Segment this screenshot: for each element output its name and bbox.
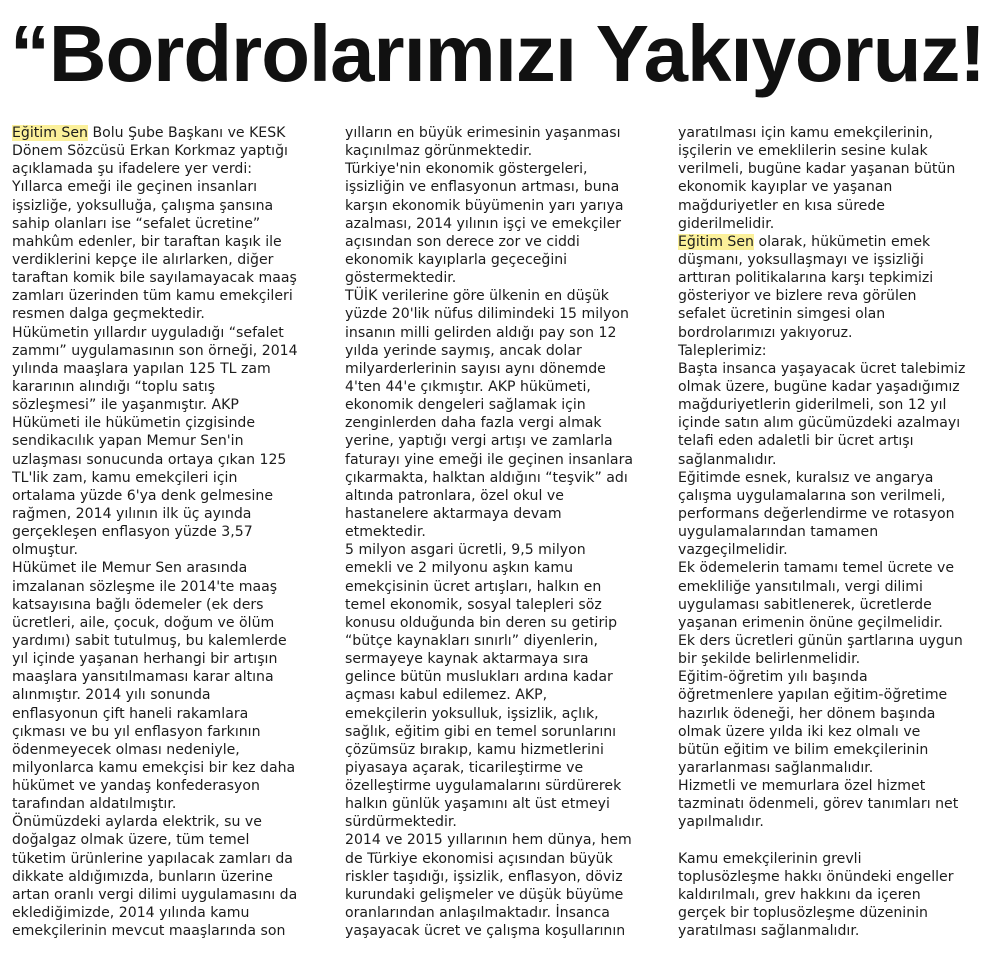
text-line bbox=[678, 741, 996, 759]
line-text: arttıran politikalarına karşı tepkimizi bbox=[678, 270, 934, 287]
line-text: hükümet ve yandaş konfederasyon bbox=[12, 778, 260, 795]
line-text: tarafından aldatılmıştır. bbox=[12, 796, 177, 813]
line-text: toplusözleşme hakkı önündeki engeller bbox=[678, 868, 954, 885]
text-line bbox=[345, 251, 665, 269]
line-text: karşın ekonomik büyümenin yarı yarıya bbox=[345, 197, 624, 214]
line-text: temel ekonomik, sosyal talepleri söz bbox=[345, 596, 602, 613]
text-line bbox=[678, 451, 996, 469]
line-text: Önümüzdeki aylarda elektrik, su ve bbox=[12, 814, 262, 831]
line-text: azalması, 2014 yılının işçi ve emekçiler bbox=[345, 215, 622, 232]
line-text: açıklamada şu ifadelere yer verdi: bbox=[12, 161, 253, 178]
text-line bbox=[345, 705, 665, 723]
text-line bbox=[12, 868, 330, 886]
text-line bbox=[12, 686, 330, 704]
text-line bbox=[345, 831, 665, 849]
text-line bbox=[678, 432, 996, 450]
line-text: yararlanması sağlanmalıdır. bbox=[678, 759, 874, 776]
text-line bbox=[345, 596, 665, 614]
line-text: insanın milli gelirden aldığı pay son 12 bbox=[345, 324, 617, 341]
text-line bbox=[345, 505, 665, 523]
text-line bbox=[345, 686, 665, 704]
text-line bbox=[345, 233, 665, 251]
line-text: taraftan komik bile sayılamayacak maaş bbox=[12, 270, 297, 287]
line-text: sermayeye kaynak aktarmaya sıra bbox=[345, 651, 589, 668]
line-text: ekonomik dengeleri sağlamak için bbox=[345, 397, 586, 414]
text-line bbox=[12, 632, 330, 650]
line-text: yaşayacak ücret ve çalışma koşullarının bbox=[345, 923, 626, 940]
line-text: rağmen, 2014 yılının ilk üç ayında bbox=[12, 505, 252, 522]
line-text: yardımı) sabit tutulmuş, bu kalemlerde bbox=[12, 632, 287, 649]
text-line bbox=[12, 505, 330, 523]
line-text: olarak, hükümetin emek bbox=[753, 233, 931, 250]
line-text: emekliliğe yansıtılmalı, vergi dilimi bbox=[678, 578, 923, 595]
text-line bbox=[12, 723, 330, 741]
text-line bbox=[345, 632, 665, 650]
line-text: faturayı yine emeği ile geçinen insanlara bbox=[345, 451, 633, 468]
line-text: verilmeli, bugüne kadar yaşanan bütün bbox=[678, 161, 956, 178]
text-line bbox=[345, 922, 665, 940]
text-line bbox=[345, 414, 665, 432]
line-text: imzalanan sözleşme ile 2014'te maaş bbox=[12, 578, 278, 595]
text-line bbox=[12, 287, 330, 305]
article-column-3 bbox=[678, 124, 996, 940]
text-line bbox=[678, 723, 996, 741]
text-line bbox=[12, 305, 330, 323]
line-text: çözümsüz bırakıp, kamu hizmetlerini bbox=[345, 741, 604, 758]
line-text: katsayısına bağlı ödemeler (ek ders bbox=[12, 596, 264, 613]
text-line bbox=[12, 904, 330, 922]
text-line bbox=[345, 487, 665, 505]
text-line bbox=[345, 868, 665, 886]
text-line bbox=[678, 523, 996, 541]
line-text: Hükümeti ile hükümetin çizgisinde bbox=[12, 415, 256, 432]
line-text: hastanelere aktarmaya devam bbox=[345, 505, 562, 522]
line-text: Hükümetin yıllardır uyguladığı “sefalet bbox=[12, 324, 284, 341]
line-text: altında patronlara, özel okul ve bbox=[345, 487, 564, 504]
text-line bbox=[345, 451, 665, 469]
line-text: telafi eden adaletli bir ücret artışı bbox=[678, 433, 914, 450]
line-text: işçilerin ve emeklilerin sesine kulak bbox=[678, 143, 928, 160]
text-line bbox=[12, 668, 330, 686]
line-text: Kamu emekçilerinin grevli bbox=[678, 850, 862, 867]
line-text: piyasaya açarak, ticarileştirme ve bbox=[345, 759, 584, 776]
line-text: ekonomik kayıplarla geçeceğini bbox=[345, 251, 568, 268]
line-text: olmuştur. bbox=[12, 542, 78, 559]
text-line bbox=[12, 142, 330, 160]
line-text: mağduriyetlerin giderilmeli, son 12 yıl bbox=[678, 397, 947, 414]
text-line bbox=[678, 686, 996, 704]
line-text: 2014 ve 2015 yıllarının hem dünya, hem bbox=[345, 832, 632, 849]
text-line bbox=[678, 378, 996, 396]
text-line bbox=[678, 578, 996, 596]
text-line bbox=[12, 541, 330, 559]
line-text: tazminatı ödenmeli, görev tanımları net bbox=[678, 796, 959, 813]
line-text: ödenmeyecek olması nedeniyle, bbox=[12, 741, 240, 758]
text-line bbox=[12, 414, 330, 432]
text-line bbox=[678, 922, 996, 940]
line-text: riskler taşıdığı, işsizlik, enflasyon, döviz bbox=[345, 868, 623, 885]
line-text: yaratılması sağlanmalıdır. bbox=[678, 923, 860, 940]
text-line bbox=[678, 831, 996, 849]
text-line bbox=[345, 360, 665, 378]
line-text: artan oranlı vergi dilimi uygulamasını da bbox=[12, 886, 298, 903]
text-line bbox=[345, 342, 665, 360]
text-line bbox=[678, 541, 996, 559]
text-line bbox=[345, 850, 665, 868]
text-line bbox=[12, 233, 330, 251]
line-text: zenginlerden daha fazla vergi almak bbox=[345, 415, 602, 432]
text-line bbox=[345, 795, 665, 813]
line-text: Bolu Şube Başkanı ve KESK bbox=[87, 125, 286, 141]
text-line bbox=[345, 886, 665, 904]
text-line bbox=[678, 233, 996, 251]
line-text: Eğitimde esnek, kuralsız ve angarya bbox=[678, 469, 934, 486]
line-text: gerçek bir toplusözleşme düzeninin bbox=[678, 905, 928, 922]
text-line bbox=[12, 469, 330, 487]
line-text: ekonomik kayıplar ve yaşanan bbox=[678, 179, 893, 196]
line-text: gerçekleşen enflasyon yüzde 3,57 bbox=[12, 524, 253, 541]
line-text: zamları üzerinden tüm kamu emekçileri bbox=[12, 288, 293, 305]
text-line bbox=[12, 215, 330, 233]
line-text: zammı” uygulamasının son örneği, 2014 bbox=[12, 342, 298, 359]
line-text: giderilmelidir. bbox=[678, 215, 775, 232]
line-text: Türkiye'nin ekonomik göstergeleri, bbox=[345, 161, 588, 178]
line-text: mağduriyetler en kısa sürede bbox=[678, 197, 885, 214]
line-text: mahkûm edenler, bir taraftan kaşık ile bbox=[12, 233, 282, 250]
line-text: etmektedir. bbox=[345, 524, 426, 541]
text-line bbox=[345, 287, 665, 305]
line-text: emekli ve 2 milyonu aşkın kamu bbox=[345, 560, 574, 577]
line-text: ortalama yüzde 6'ya denk gelmesine bbox=[12, 487, 274, 504]
line-text: oranlarından anlaşılmaktadır. İnsanca bbox=[345, 905, 610, 922]
text-line bbox=[678, 414, 996, 432]
text-line bbox=[678, 596, 996, 614]
line-text: Hizmetli ve memurlara özel hizmet bbox=[678, 778, 926, 795]
line-text: halkın günlük yaşamını alt üst etmeyi bbox=[345, 796, 610, 813]
text-line bbox=[345, 650, 665, 668]
text-line bbox=[678, 850, 996, 868]
line-text: sürdürmektedir. bbox=[345, 814, 457, 831]
line-text: uzlaşması sonucunda ortaya çıkan 125 bbox=[12, 451, 287, 468]
line-text: ücretleri, aile, çocuk, doğum ve ölüm bbox=[12, 614, 275, 631]
text-line bbox=[678, 251, 996, 269]
line-text: açması kabul edilemez. AKP, bbox=[345, 687, 548, 704]
text-line bbox=[12, 160, 330, 178]
line-text: konusu olduğunda bin deren su getirip bbox=[345, 614, 618, 631]
line-text: emekçilerin yoksulluk, işsizlik, açlık, bbox=[345, 705, 599, 722]
text-line bbox=[12, 396, 330, 414]
text-line bbox=[12, 324, 330, 342]
line-text: yaşanan erimenin önüne geçilmelidir. bbox=[678, 614, 943, 631]
line-text: hazırlık ödeneği, her dönem başında bbox=[678, 705, 936, 722]
text-line bbox=[678, 160, 996, 178]
line-text: 4'ten 44'e çıkmıştır. AKP hükümeti, bbox=[345, 378, 591, 395]
text-line bbox=[345, 197, 665, 215]
line-text: Hükümet ile Memur Sen arasında bbox=[12, 560, 248, 577]
text-line bbox=[12, 596, 330, 614]
line-text: de Türkiye ekonomisi açısından büyük bbox=[345, 850, 613, 867]
line-text: bordrolarımızı yakıyoruz. bbox=[678, 324, 853, 341]
line-text: özelleştirme uygulamalarını sürdürerek bbox=[345, 778, 622, 795]
line-text: enflasyonun çift haneli rakamlara bbox=[12, 705, 249, 722]
text-line bbox=[12, 831, 330, 849]
line-text: yılda yerinde saymış, ancak dolar bbox=[345, 342, 582, 359]
text-line bbox=[678, 904, 996, 922]
text-line bbox=[345, 469, 665, 487]
line-text: Yıllarca emeği ile geçinen insanları bbox=[12, 179, 258, 196]
text-line bbox=[12, 886, 330, 904]
text-line bbox=[678, 795, 996, 813]
text-line bbox=[12, 378, 330, 396]
text-line bbox=[12, 741, 330, 759]
line-text: bütün eğitim ve bilim emekçilerinin bbox=[678, 741, 929, 758]
line-text: gelince bütün muslukları ardına kadar bbox=[345, 669, 613, 686]
text-line bbox=[678, 505, 996, 523]
text-line bbox=[678, 142, 996, 160]
text-line bbox=[678, 614, 996, 632]
text-line bbox=[12, 578, 330, 596]
text-line bbox=[345, 124, 665, 142]
line-text: çıkarmakta, halktan aldığını “teşvik” adı bbox=[345, 469, 628, 486]
line-text: düşmanı, yoksullaşmayı ve işsizliği bbox=[678, 251, 924, 268]
line-text: resmen dalga geçmektedir. bbox=[12, 306, 205, 323]
line-text: doğalgaz olmak üzere, tüm temel bbox=[12, 832, 250, 849]
line-text: milyarderlerinin sayısı aynı dönemde bbox=[345, 360, 606, 377]
line-text: dikkate aldığımızda, bunların üzerine bbox=[12, 868, 273, 885]
line-text: öğretmenlere yapılan eğitim-öğretime bbox=[678, 687, 948, 704]
text-line bbox=[12, 342, 330, 360]
line-text: sahip olanları ise “sefalet ücretine” bbox=[12, 215, 261, 232]
text-line bbox=[12, 197, 330, 215]
line-text: yerine, yaptığı vergi artışı ve zamlarla bbox=[345, 433, 613, 450]
text-line bbox=[12, 705, 330, 723]
text-line bbox=[678, 269, 996, 287]
text-line bbox=[12, 124, 330, 142]
line-text: yapılmalıdır. bbox=[678, 814, 764, 831]
line-text: sözleşmesi” ile yaşanmıştır. AKP bbox=[12, 397, 239, 414]
text-line bbox=[12, 850, 330, 868]
text-line bbox=[345, 759, 665, 777]
line-text: yılında maaşlara yapılan 125 TL zam bbox=[12, 360, 271, 377]
text-line bbox=[345, 378, 665, 396]
line-text: sendikacılık yapan Memur Sen'in bbox=[12, 433, 244, 450]
text-line bbox=[678, 487, 996, 505]
text-line bbox=[345, 904, 665, 922]
line-text: yılların en büyük erimesinin yaşanması bbox=[345, 125, 621, 141]
text-line bbox=[345, 559, 665, 577]
text-line bbox=[345, 178, 665, 196]
text-line bbox=[12, 922, 330, 940]
line-text: gösteriyor ve bizlere reva görülen bbox=[678, 288, 917, 305]
line-text: yüzde 20'lik nüfus dilimindeki 15 milyon bbox=[345, 306, 629, 323]
text-line bbox=[345, 578, 665, 596]
text-line bbox=[678, 342, 996, 360]
text-line bbox=[12, 614, 330, 632]
text-line bbox=[12, 559, 330, 577]
text-line bbox=[678, 668, 996, 686]
line-text: göstermektedir. bbox=[345, 270, 457, 287]
text-line bbox=[678, 396, 996, 414]
line-text: milyonlarca kamu emekçisi bir kez daha bbox=[12, 759, 296, 776]
text-line bbox=[12, 251, 330, 269]
text-line bbox=[678, 124, 996, 142]
line-text: içinde satın alım gücümüzdeki azalmayı bbox=[678, 415, 961, 432]
text-line bbox=[345, 668, 665, 686]
line-text: işsizliğin ve enflasyonun artması, buna bbox=[345, 179, 620, 196]
line-text: yıl içinde yaşanan herhangi bir artışın bbox=[12, 651, 278, 668]
text-line bbox=[345, 541, 665, 559]
line-text: performans değerlendirme ve rotasyon bbox=[678, 505, 955, 522]
line-text: emekçisinin ücret artışları, halkın en bbox=[345, 578, 602, 595]
text-line bbox=[678, 559, 996, 577]
text-line bbox=[345, 142, 665, 160]
line-text: olmak üzere, bugüne kadar yaşadığımız bbox=[678, 378, 960, 395]
text-line bbox=[345, 305, 665, 323]
text-line bbox=[12, 523, 330, 541]
text-line bbox=[678, 360, 996, 378]
line-text: uygulamalarından tamamen bbox=[678, 524, 879, 541]
text-line bbox=[12, 451, 330, 469]
text-line bbox=[12, 813, 330, 831]
text-line bbox=[678, 705, 996, 723]
highlighted-term: Eğitim Sen bbox=[678, 233, 754, 250]
text-line bbox=[345, 432, 665, 450]
text-line bbox=[345, 741, 665, 759]
line-text: açısından son derece zor ve ciddi bbox=[345, 233, 580, 250]
line-text: maaşlara yansıtılmaması karar altına bbox=[12, 669, 274, 686]
text-line bbox=[345, 269, 665, 287]
text-line bbox=[12, 650, 330, 668]
line-text: kurundaki gelişmeler ve düşük büyüme bbox=[345, 886, 624, 903]
text-line bbox=[678, 813, 996, 831]
line-text: emekçilerinin mevcut maaşlarında son bbox=[12, 923, 286, 940]
line-text: Dönem Sözcüsü Erkan Korkmaz yaptığı bbox=[12, 143, 288, 160]
line-text: kararının alındığı “toplu satış bbox=[12, 378, 216, 395]
line-text: çıkması ve bu yıl enflasyon farkının bbox=[12, 723, 261, 740]
article-column-1 bbox=[12, 124, 330, 940]
text-line bbox=[345, 215, 665, 233]
line-text: Ek ödemelerin tamamı temel ücrete ve bbox=[678, 560, 955, 577]
line-text: kaldırılmalı, grev hakkını da içeren bbox=[678, 886, 921, 903]
line-text: sağlık, eğitim gibi en temel sorunlarını bbox=[345, 723, 617, 740]
text-line bbox=[678, 469, 996, 487]
line-text: kaçınılmaz görünmektedir. bbox=[345, 143, 533, 160]
line-text: eklediğimizde, 2014 yılında kamu bbox=[12, 905, 250, 922]
text-line bbox=[678, 305, 996, 323]
line-text: işsizliğe, yoksulluğa, çalışma şansına bbox=[12, 197, 274, 214]
text-line bbox=[12, 269, 330, 287]
text-line bbox=[345, 523, 665, 541]
line-text: TL'lik zam, kamu emekçileri için bbox=[12, 469, 238, 486]
text-line bbox=[678, 650, 996, 668]
text-line bbox=[12, 777, 330, 795]
text-line bbox=[12, 432, 330, 450]
text-line bbox=[678, 759, 996, 777]
text-line bbox=[345, 396, 665, 414]
text-line bbox=[678, 215, 996, 233]
line-text: çalışma uygulamalarına son verilmeli, bbox=[678, 487, 946, 504]
line-text: verdiklerini kepçe ile alırlarken, diğer bbox=[12, 251, 274, 268]
text-line bbox=[345, 324, 665, 342]
text-line bbox=[345, 777, 665, 795]
line-text: TÜİK verilerine göre ülkenin en düşük bbox=[345, 288, 609, 305]
headline: “Bordrolarımızı Yakıyoruz! bbox=[10, 9, 986, 98]
text-line bbox=[678, 886, 996, 904]
text-line bbox=[12, 795, 330, 813]
text-line bbox=[12, 360, 330, 378]
text-line bbox=[345, 614, 665, 632]
text-line bbox=[678, 197, 996, 215]
text-line bbox=[345, 813, 665, 831]
text-line bbox=[678, 777, 996, 795]
line-text: Eğitim-öğretim yılı başında bbox=[678, 669, 868, 686]
text-line bbox=[12, 759, 330, 777]
text-line bbox=[678, 632, 996, 650]
line-text: Taleplerimiz: bbox=[678, 342, 767, 359]
line-text: uygulaması sabitlenerek, ücretlerde bbox=[678, 596, 932, 613]
line-text: sağlanmalıdır. bbox=[678, 451, 777, 468]
text-line bbox=[12, 178, 330, 196]
text-line bbox=[678, 868, 996, 886]
line-text: yaratılması için kamu emekçilerinin, bbox=[678, 125, 934, 141]
line-text: vazgeçilmelidir. bbox=[678, 542, 788, 559]
line-text: olmak üzere yılda iki kez olmalı ve bbox=[678, 723, 921, 740]
line-text: “bütçe kaynakları sınırlı” diyenlerin, bbox=[345, 632, 598, 649]
text-line bbox=[678, 324, 996, 342]
line-text: bir şekilde belirlenmelidir. bbox=[678, 651, 861, 668]
highlighted-term: Eğitim Sen bbox=[12, 125, 88, 141]
text-line bbox=[345, 160, 665, 178]
text-line bbox=[12, 487, 330, 505]
line-text: sefalet ücretinin simgesi olan bbox=[678, 306, 886, 323]
text-line bbox=[678, 287, 996, 305]
text-line bbox=[345, 723, 665, 741]
line-text: tüketim ürünlerine yapılacak zamları da bbox=[12, 850, 293, 867]
line-text: Başta insanca yaşayacak ücret talebimiz bbox=[678, 360, 966, 377]
line-text: 5 milyon asgari ücretli, 9,5 milyon bbox=[345, 542, 586, 559]
text-line bbox=[678, 178, 996, 196]
line-text: Ek ders ücretleri günün şartlarına uygun bbox=[678, 632, 963, 649]
article-column-2 bbox=[345, 124, 665, 940]
line-text: alınmıştır. 2014 yılı sonunda bbox=[12, 687, 211, 704]
